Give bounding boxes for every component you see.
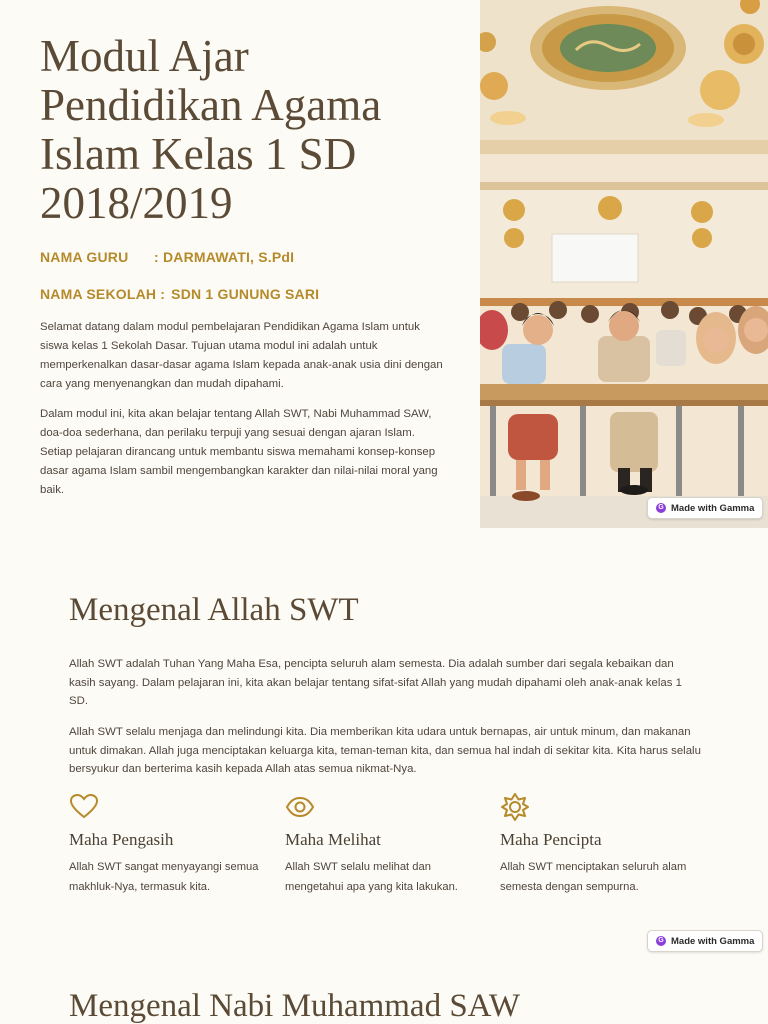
intro-paragraph-1: Selamat datang dalam modul pembelajaran Pendidikan Agama Islam untuk siswa kelas 1 Sekolah Dasar. Tujuan utama modul ini adalah untuk memperkenalkan dasar-dasar agama Islam kepada anak-anak usia dini dengan cara yang menyenangkan dan mudah dipahami. [40, 321, 443, 390]
allah-paragraph-2: Allah SWT selalu menjaga dan melindungi kita. Dia memberikan kita udara untuk bernapas, air untuk minum, dan makanan untuk dimakan. Allah juga menciptakan keluarga kita, teman-teman kita, dan semua hal indah di sekitar kita. Kita harus selalu bersyukur dan berterima kasih kepada Allah atas semua nikmat-Nya. [69, 726, 701, 775]
feature-title: Maha Pengasih [69, 830, 174, 849]
feature-title: Maha Pencipta [500, 830, 602, 849]
badge-label: Made with Gamma [671, 935, 755, 947]
intro-paragraph-2: Dalam modul ini, kita akan belajar tentang Allah SWT, Nabi Muhammad SAW, doa-doa sederhana, dan perilaku terpuji yang sesuai dengan ajaran Islam. Setiap pelajaran dirancang untuk membantu siswa memahami konsep-konsep dasar agama Islam sambil mengembangkan karakter dan nilai-nilai moral yang baik. [40, 408, 438, 496]
feature-description: Allah SWT menciptakan seluruh alam semesta dengan sempurna. [500, 861, 687, 893]
feature-title: Maha Melihat [285, 830, 381, 849]
gamma-logo-icon: G [656, 503, 666, 513]
badge-label: Made with Gamma [671, 502, 755, 514]
allah-paragraph-1: Allah SWT adalah Tuhan Yang Maha Esa, pencipta seluruh alam semesta. Dia adalah sumber dari segala kebaikan dan kasih sayang. Dalam pelajaran ini, kita akan belajar tentang sifat-sifat Allah yang mudah dipahami oleh anak-anak kelas 1 SD. [69, 658, 682, 707]
made-with-gamma-badge[interactable] [647, 497, 763, 519]
page-title: Modul Ajar Pendidikan Agama Islam Kelas 1 SD 2018/2019 [40, 31, 382, 228]
teacher-name-row [40, 249, 294, 265]
sun-icon [500, 792, 530, 822]
teacher-label: NAMA GURU [40, 249, 129, 265]
section-title-allah: Mengenal Allah SWT [69, 592, 359, 628]
teacher-value: : DARMAWATI, S.PdI [154, 249, 295, 265]
gamma-logo-icon: G [656, 936, 666, 946]
feature-card [500, 792, 700, 897]
eye-icon [285, 792, 315, 822]
feature-description: Allah SWT selalu melihat dan mengetahui apa yang kita lakukan. [285, 861, 458, 893]
feature-card [69, 792, 269, 897]
made-with-gamma-badge[interactable] [647, 930, 763, 952]
school-value: SDN 1 GUNUNG SARI [171, 286, 320, 302]
feature-description: Allah SWT sangat menyayangi semua makhluk-Nya, termasuk kita. [69, 861, 259, 893]
classroom-illustration [480, 0, 768, 528]
feature-card [285, 792, 485, 897]
school-label: NAMA SEKOLAH : [40, 286, 166, 302]
school-name-row [40, 286, 319, 302]
heart-icon [69, 792, 99, 822]
section-title-nabi: Mengenal Nabi Muhammad SAW [69, 988, 521, 1024]
